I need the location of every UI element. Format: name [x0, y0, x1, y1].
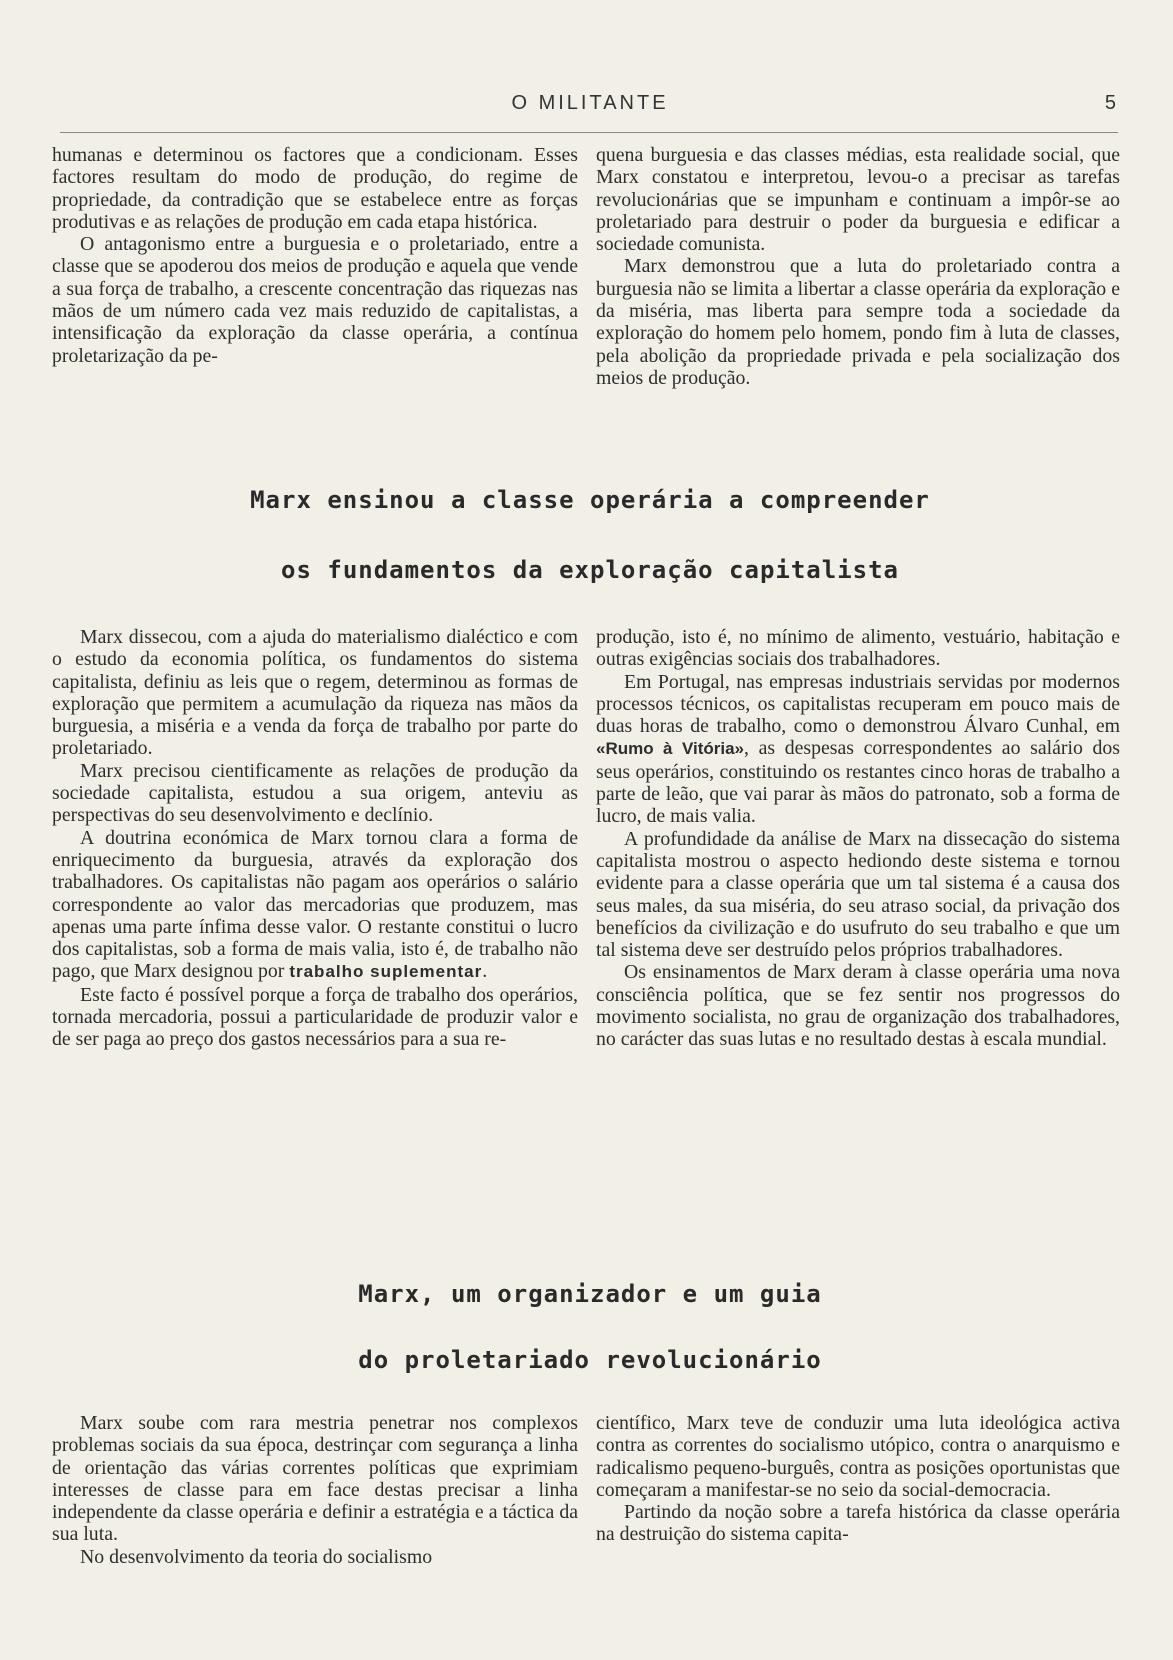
paragraph: Marx demonstrou que a luta do proletariado contra a burguesia não se limita a libertar a classe operária da exploração e da miséria, mas liberta para sempre toda a sociedade da exploração do homem pelo homem, pondo fim à luta de classes, pela abolição da propriedade privada e pela socialização dos meios de produção. [596, 255, 1120, 389]
paragraph: Partindo da noção sobre a tarefa histórica da classe operária na destruição do sistema capita- [596, 1501, 1120, 1546]
paragraph: O antagonismo entre a burguesia e o proletariado, entre a classe que se apoderou dos meios de produção e aquela que vende a sua força de trabalho, a crescente concentração das riquezas nas mãos de um número cada vez mais reduzido de capitalistas, a intensificação da exploração da classe operária, a contínua proletarização da pe- [52, 233, 578, 367]
section2-left-column [52, 626, 578, 1051]
publication-title: O MILITANTE [511, 92, 669, 114]
section3-left-column [52, 1412, 578, 1568]
paragraph: Marx precisou cientificamente as relações de produção da sociedade capitalista, estudou a sua origem, anteviu as perspectivas do seu desenvolvimento e declínio. [52, 759, 578, 827]
section-heading-line: do proletariado revolucionário [358, 1346, 822, 1374]
section-heading-line: Marx, um organizador e um guia [358, 1280, 822, 1308]
section-heading-line: Marx ensinou a classe operária a compreender [250, 486, 930, 514]
paragraph: A profundidade da análise de Marx na dissecação do sistema capitalista mostrou o aspecto hediondo deste sistema e tornou evidente para a classe operária que um tal sistema é a causa dos seus males, da sua miséria, do seu atraso social, da privação dos benefícios da civilização e do usufruto do seu trabalho e que um tal sistema deve ser destruído pelos próprios trabalhadores. [596, 827, 1120, 962]
text-run: Em Portugal, nas empresas industriais servidas por modernos processos técnicos, os capitalistas recuperam em pouco mais de duas horas de trabalho, como o demonstrou Álvaro Cunhal, em [596, 670, 1120, 738]
section2-right-column [596, 626, 1120, 1051]
text-run: . [482, 960, 488, 983]
section-heading-line: os fundamentos da exploração capitalista [281, 556, 899, 584]
paragraph [596, 671, 1120, 828]
section3-right-column [596, 1412, 1120, 1546]
paragraph: Marx soube com rara mestria penetrar nos complexos problemas sociais da sua época, destrinçar com segurança a linha de orientação das várias correntes políticas que exprimiam interesses de classe para em face destas precisar a linha independente da classe operária e definir a estratégia e a táctica da sua luta. [52, 1412, 578, 1546]
text-run: , as despesas correspondentes ao salário dos seus operários, constituindo os restantes cinco horas de trabalho a parte de leão, que vai parar às mãos do patronato, sob a forma de lucro, de mais valia. [596, 737, 1120, 828]
page-header [60, 92, 1120, 122]
paragraph: quena burguesia e das classes médias, esta realidade social, que Marx constatou e interpretou, levou-o a precisar as tarefas revolucionárias que se impunham e continuam a impôr-se ao proletariado para destruir o poder da burguesia e edificar a sociedade comunista. [596, 144, 1120, 256]
text-run: A doutrina económica de Marx tornou clara a forma de enriquecimento da burguesia, através da exploração dos trabalhadores. Os capitalistas não pagam aos operários o salário correspondente ao valor das mercadorias que produzem, mas apenas uma parte ínfima desse valor. O restante constitui o lucro dos capitalistas, sob a forma de mais valia, isto é, de trabalho não pago, que Marx designou por [52, 826, 578, 983]
paragraph: científico, Marx teve de conduzir uma luta ideológica activa contra as correntes do socialismo utópico, contra o anarquismo e radicalismo pequeno-burguês, contra as posições oportunistas que começaram a manifestar-se no seio da social-democracia. [596, 1412, 1120, 1501]
header-rule [60, 132, 1118, 133]
paragraph: produção, isto é, no mínimo de alimento, vestuário, habitação e outras exigências sociais dos trabalhadores. [596, 626, 1120, 671]
paragraph: Este facto é possível porque a força de trabalho dos operários, tornada mercadoria, possui a particularidade de produzir valor e de ser paga ao preço dos gastos necessários para a sua re- [52, 983, 578, 1051]
paragraph [52, 827, 578, 984]
book-title: «Rumo à Vitória» [596, 739, 744, 759]
paragraph: Marx dissecou, com a ajuda do materialismo dialéctico e com o estudo da economia política, os fundamentos do sistema capitalista, definiu as leis que o regem, determinou as formas de exploração que permitem a acumulação da riqueza nas mãos da burguesia, a miséria e a venda da força de trabalho por parte do proletariado. [52, 626, 578, 760]
page-number: 5 [1104, 92, 1116, 114]
section1-right-column [596, 144, 1120, 389]
paragraph: humanas e determinou os factores que a condicionam. Esses factores resultam do modo de produção, do regime de propriedade, da contradição que se estabelece entre as forças produtivas e as relações de produção em cada etapa histórica. [52, 144, 578, 233]
paragraph: Os ensinamentos de Marx deram à classe operária uma nova consciência política, que se fez sentir nos progressos do movimento socialista, no grau de organização dos trabalhadores, no carácter das suas lutas e no resultado destas à escala mundial. [596, 961, 1120, 1051]
section1-left-column [52, 144, 578, 367]
paragraph: No desenvolvimento da teoria do socialismo [80, 1545, 433, 1568]
emphasized-term: trabalho suplementar [289, 962, 483, 982]
